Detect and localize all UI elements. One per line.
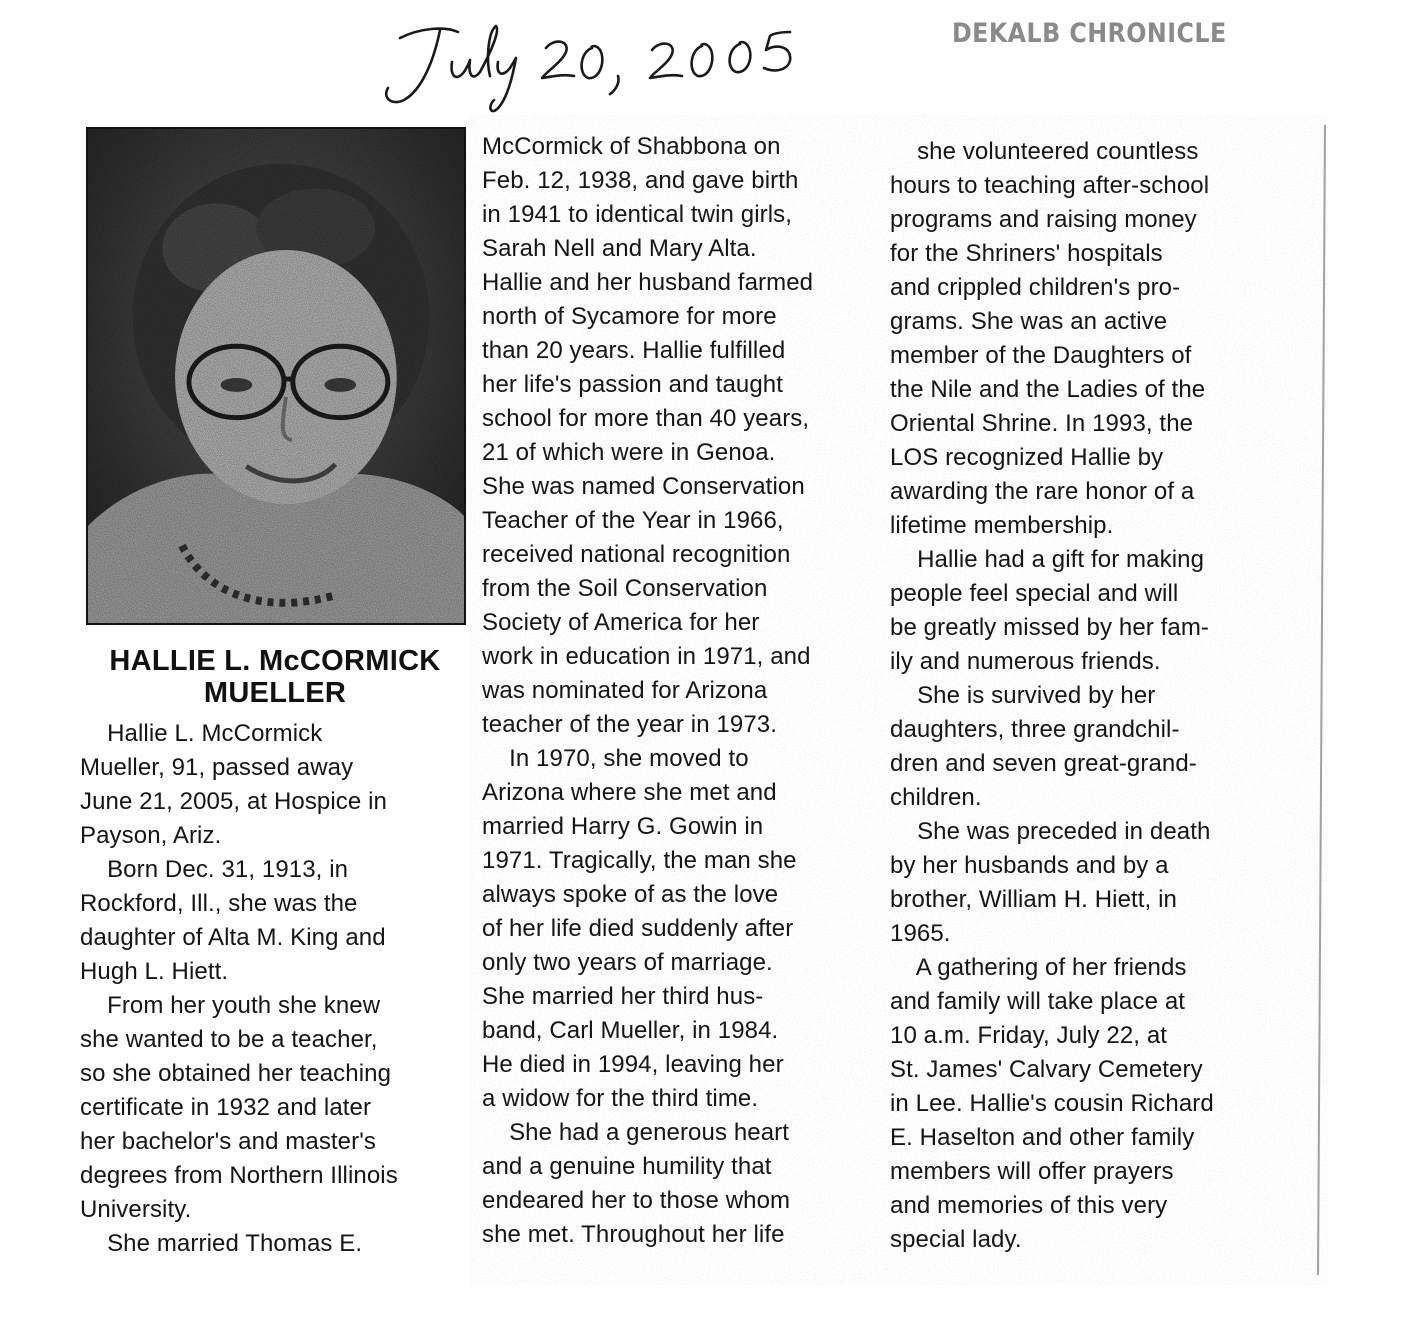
text-column-1 bbox=[80, 717, 398, 1261]
text-line: A gathering of her friends bbox=[890, 954, 1187, 981]
text-line: in 1941 to identical twin girls, bbox=[482, 201, 793, 228]
text-line: a widow for the third time. bbox=[482, 1085, 759, 1112]
text-line: grams. She was an active bbox=[890, 308, 1168, 335]
text-line: 1965. bbox=[890, 920, 951, 947]
text-line: She had a generous heart bbox=[482, 1119, 790, 1146]
text-line: She was preceded in death bbox=[890, 818, 1211, 845]
text-line: received national recognition bbox=[482, 541, 791, 568]
text-line: She married her third hus- bbox=[482, 983, 764, 1010]
text-line: Oriental Shrine. In 1993, the bbox=[890, 410, 1194, 437]
text-line: She was named Conservation bbox=[482, 473, 805, 500]
text-line: band, Carl Mueller, in 1984. bbox=[482, 1017, 779, 1044]
text-line: and memories of this very bbox=[890, 1192, 1168, 1219]
text-line: so she obtained her teaching bbox=[80, 1060, 392, 1087]
text-line: special lady. bbox=[890, 1226, 1022, 1253]
newspaper-masthead: DEKALB CHRONICLE bbox=[952, 18, 1227, 49]
text-line: Hallie and her husband farmed bbox=[482, 269, 814, 296]
text-line: lifetime membership. bbox=[890, 512, 1114, 539]
text-line: teacher of the year in 1973. bbox=[482, 711, 777, 738]
text-line: the Nile and the Ladies of the bbox=[890, 376, 1206, 403]
text-line: work in education in 1971, and bbox=[482, 643, 811, 670]
text-line: Mueller, 91, passed away bbox=[80, 754, 354, 781]
text-line: LOS recognized Hallie by bbox=[890, 444, 1164, 471]
text-line: 1971. Tragically, the man she bbox=[482, 847, 797, 874]
text-line: in Lee. Hallie's cousin Richard bbox=[890, 1090, 1214, 1117]
text-line: she met. Throughout her life bbox=[482, 1221, 785, 1248]
text-line: From her youth she knew bbox=[80, 992, 381, 1019]
portrait-photo bbox=[86, 127, 466, 625]
text-line: Teacher of the Year in 1966, bbox=[482, 507, 784, 534]
text-line: Arizona where she met and bbox=[482, 779, 777, 806]
text-line: Payson, Ariz. bbox=[80, 822, 222, 849]
text-line: Born Dec. 31, 1913, in bbox=[80, 856, 349, 883]
text-line: E. Haselton and other family bbox=[890, 1124, 1195, 1151]
text-line: brother, William H. Hiett, in bbox=[890, 886, 1177, 913]
headline-line-1: HALLIE L. McCORMICK bbox=[109, 645, 441, 677]
text-line: and a genuine humility that bbox=[482, 1153, 772, 1180]
text-line: daughter of Alta M. King and bbox=[80, 924, 386, 951]
text-line: of her life died suddenly after bbox=[482, 915, 794, 942]
text-line: certificate in 1932 and later bbox=[80, 1094, 372, 1121]
text-line: only two years of marriage. bbox=[482, 949, 773, 976]
text-line: member of the Daughters of bbox=[890, 342, 1192, 369]
obituary-headline bbox=[80, 645, 470, 709]
text-line: St. James' Calvary Cemetery bbox=[890, 1056, 1203, 1083]
text-line: always spoke of as the love bbox=[482, 881, 779, 908]
text-line: than 20 years. Hallie fulfilled bbox=[482, 337, 786, 364]
text-line: programs and raising money bbox=[890, 206, 1197, 233]
text-line: hours to teaching after-school bbox=[890, 172, 1210, 199]
text-line: married Harry G. Gowin in bbox=[482, 813, 764, 840]
text-line: she wanted to be a teacher, bbox=[80, 1026, 378, 1053]
text-line: awarding the rare honor of a bbox=[890, 478, 1195, 505]
text-line: daughters, three grandchil- bbox=[890, 716, 1180, 743]
text-column-2 bbox=[482, 130, 813, 1252]
text-line: McCormick of Shabbona on bbox=[482, 133, 781, 160]
text-line: Sarah Nell and Mary Alta. bbox=[482, 235, 757, 262]
text-line: Hugh L. Hiett. bbox=[80, 958, 229, 985]
headline-line-2: MUELLER bbox=[203, 677, 347, 709]
text-line: from the Soil Conservation bbox=[482, 575, 768, 602]
text-line: dren and seven great-grand- bbox=[890, 750, 1197, 777]
text-line: her life's passion and taught bbox=[482, 371, 784, 398]
text-line: She is survived by her bbox=[890, 682, 1156, 709]
text-line: He died in 1994, leaving her bbox=[482, 1051, 784, 1078]
text-line: Feb. 12, 1938, and gave birth bbox=[482, 167, 799, 194]
text-line: her bachelor's and master's bbox=[80, 1128, 377, 1155]
text-line: Rockford, Ill., she was the bbox=[80, 890, 358, 917]
text-line: north of Sycamore for more bbox=[482, 303, 777, 330]
text-line: 10 a.m. Friday, July 22, at bbox=[890, 1022, 1168, 1049]
text-line: In 1970, she moved to bbox=[482, 745, 749, 772]
text-line: school for more than 40 years, bbox=[482, 405, 810, 432]
text-line: by her husbands and by a bbox=[890, 852, 1169, 879]
text-line: and family will take place at bbox=[890, 988, 1186, 1015]
text-line: degrees from Northern Illinois bbox=[80, 1162, 398, 1189]
text-line: 21 of which were in Genoa. bbox=[482, 439, 776, 466]
text-line: Society of America for her bbox=[482, 609, 760, 636]
text-line: she volunteered countless bbox=[890, 138, 1199, 165]
text-line: June 21, 2005, at Hospice in bbox=[80, 788, 388, 815]
text-line: ily and numerous friends. bbox=[890, 648, 1161, 675]
text-line: was nominated for Arizona bbox=[482, 677, 768, 704]
text-line: Hallie L. McCormick bbox=[80, 720, 323, 747]
text-line: be greatly missed by her fam- bbox=[890, 614, 1210, 641]
text-line: members will offer prayers bbox=[890, 1158, 1174, 1185]
text-line: people feel special and will bbox=[890, 580, 1179, 607]
text-line: for the Shriners' hospitals bbox=[890, 240, 1163, 267]
text-line: Hallie had a gift for making bbox=[890, 546, 1205, 573]
handwritten-date bbox=[360, 10, 840, 115]
text-column-3 bbox=[890, 135, 1214, 1257]
text-line: and crippled children's pro- bbox=[890, 274, 1181, 301]
text-line: children. bbox=[890, 784, 982, 811]
text-line: endeared her to those whom bbox=[482, 1187, 791, 1214]
text-line: She married Thomas E. bbox=[80, 1230, 363, 1257]
text-line: University. bbox=[80, 1196, 192, 1223]
